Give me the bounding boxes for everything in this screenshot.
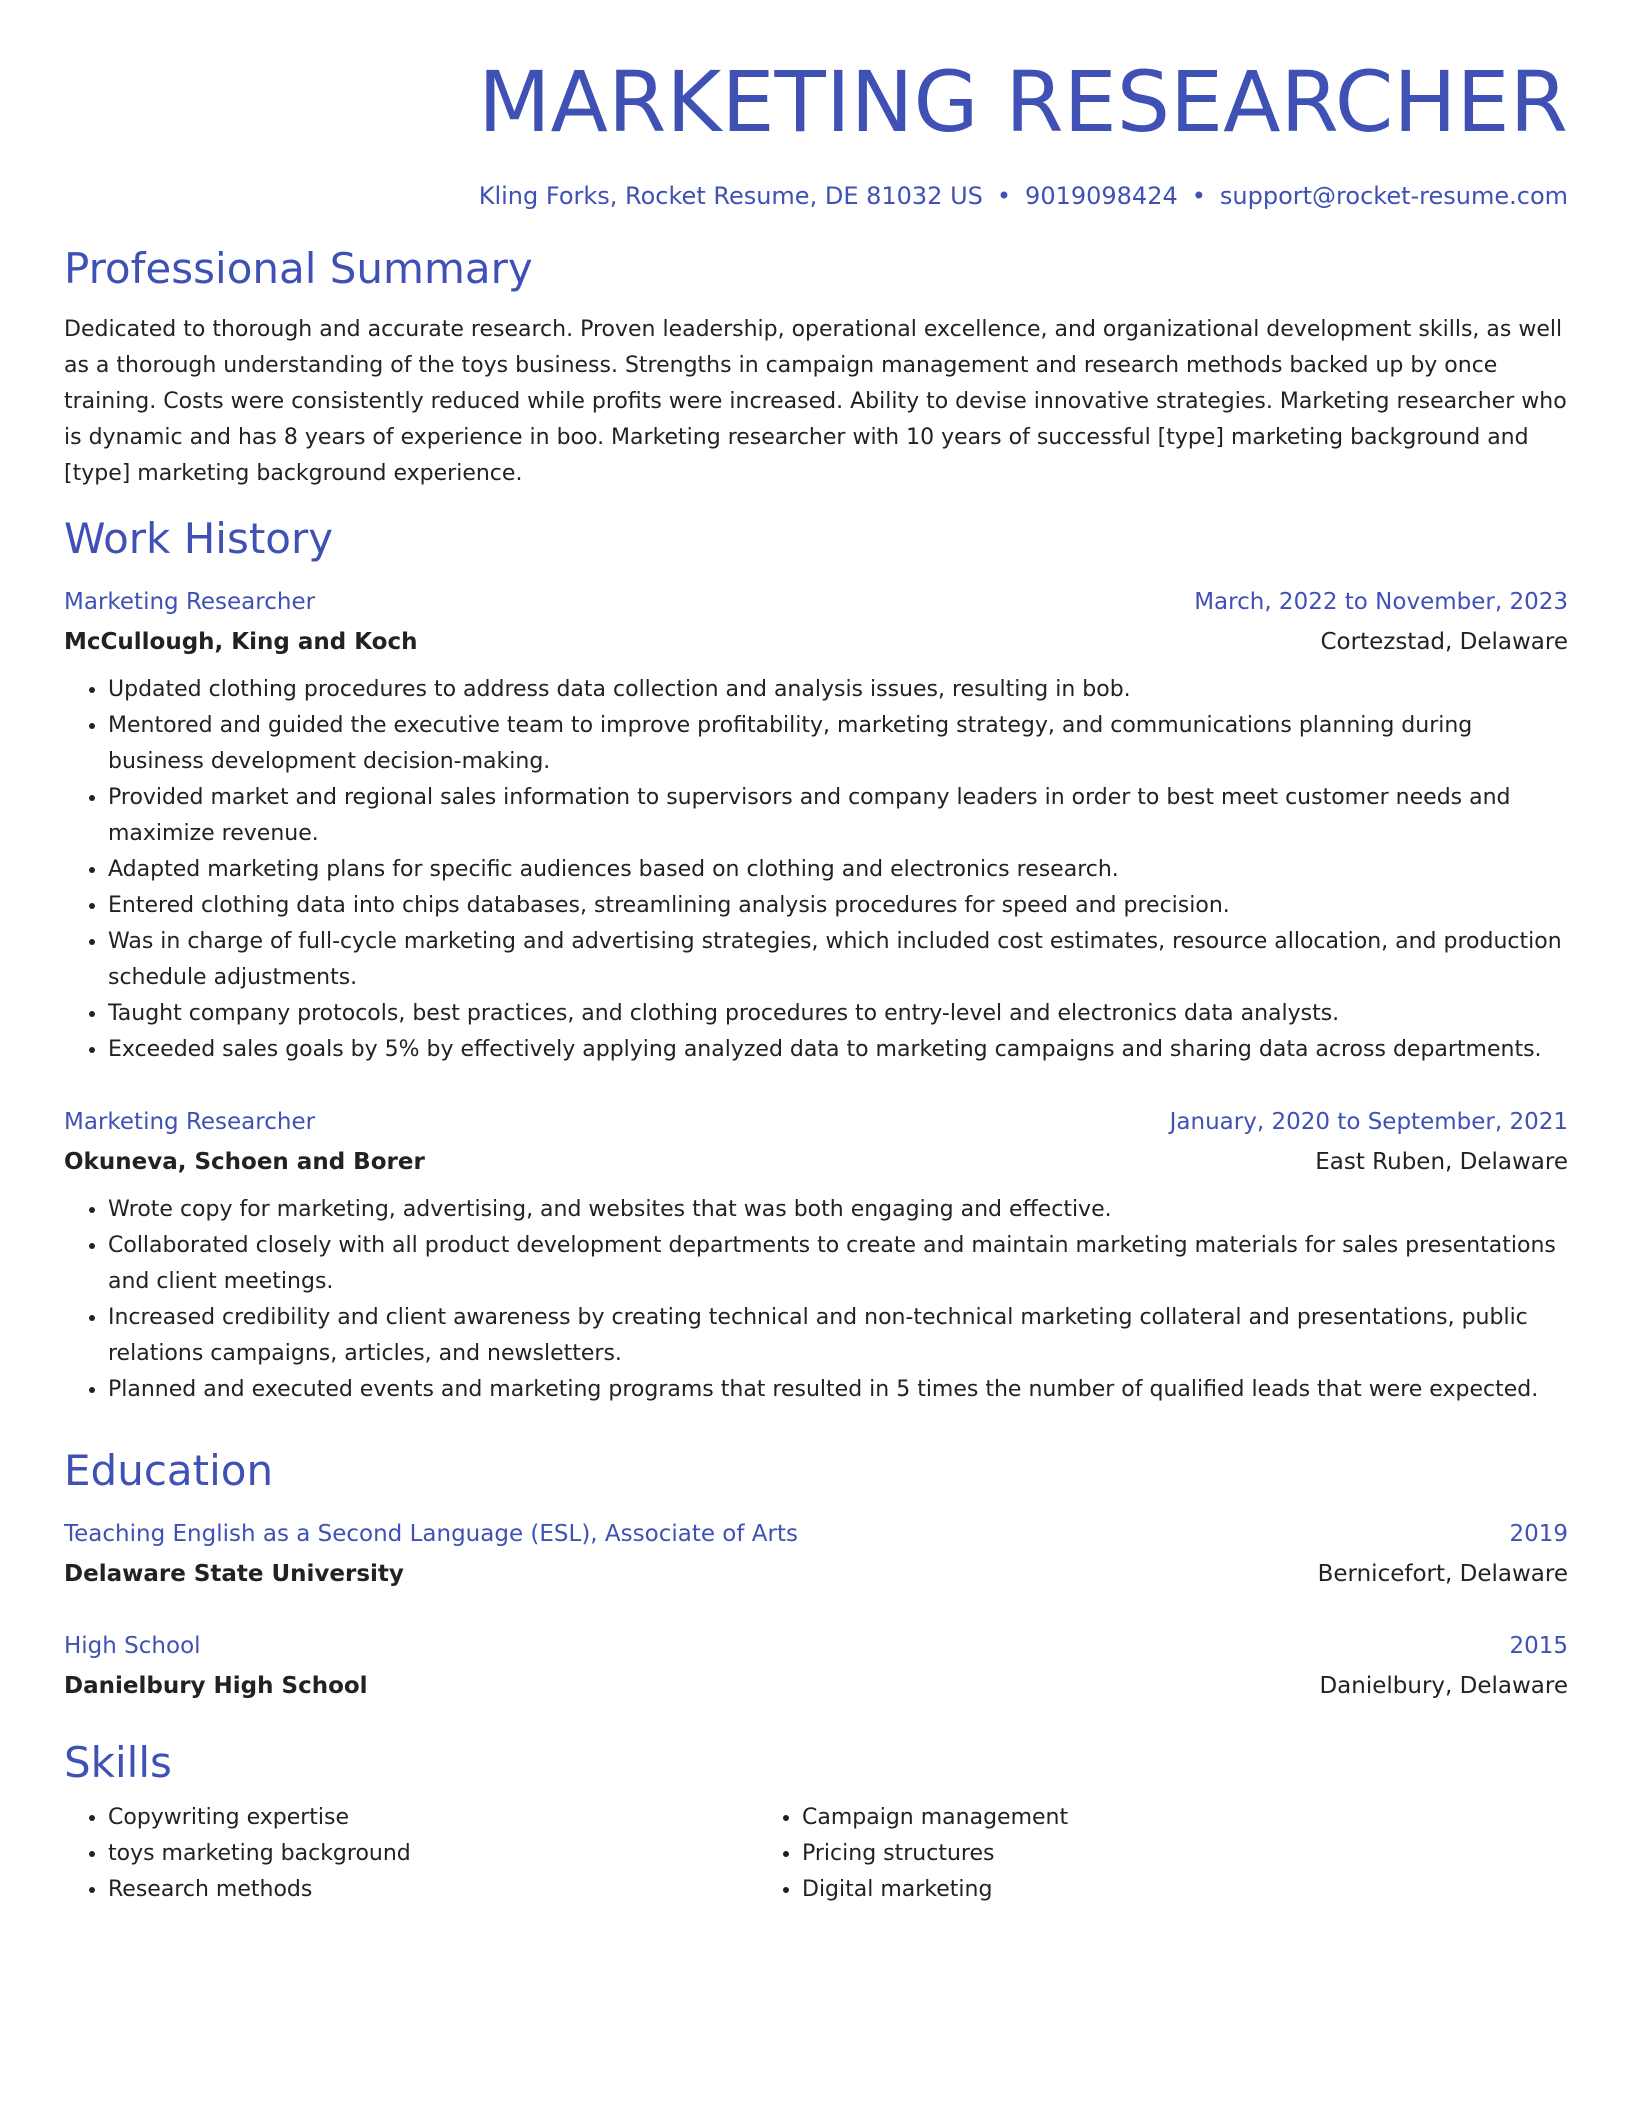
education-entry xyxy=(64,1514,1568,1594)
education-location: Danielbury, Delaware xyxy=(1319,1673,1568,1699)
education-entry xyxy=(64,1626,1568,1706)
job-company: McCullough, King and Koch xyxy=(64,629,418,655)
job-dates: January, 2020 to September, 2021 xyxy=(1169,1109,1568,1135)
skill-item: • Copywriting expertise xyxy=(108,1800,758,1836)
education-year: 2019 xyxy=(1509,1521,1568,1547)
education-school: Danielbury High School xyxy=(64,1673,368,1699)
skill-item: • Research methods xyxy=(108,1872,758,1908)
education-heading: Education xyxy=(64,1446,274,1495)
contact-phone: 9019098424 xyxy=(1025,182,1178,210)
contact-address: Kling Forks, Rocket Resume, DE 81032 US xyxy=(478,182,983,210)
contact-separator: • xyxy=(1191,182,1206,210)
skills-column-right xyxy=(758,1800,1452,1908)
skills-column-left xyxy=(64,1800,758,1908)
job-bullet: • Increased credibility and client awareness by creating technical and non-technical marketing collateral and presentations, public relations campaigns, articles, and newsletters. xyxy=(108,1300,1568,1372)
summary-text: Dedicated to thorough and accurate research. Proven leadership, operational excellence, and organizational development skills, as well as a thorough understanding of the toys business. Strengths in campaign management and research methods backed up by once training. Costs were consistently reduced while profits were increased. Ability to devise innovative strategies. Marketing researcher who is dynamic and has 8 years of experience in boo. Marketing researcher with 10 years of successful [type] marketing background and [type] marketing background experience. xyxy=(64,317,1567,486)
job-bullet: • Collaborated closely with all product development departments to create and maintain marketing materials for sales presentations and client meetings. xyxy=(108,1228,1568,1300)
job-entry xyxy=(64,582,1568,1068)
skill-item: • Digital marketing xyxy=(802,1872,1452,1908)
job-dates: March, 2022 to November, 2023 xyxy=(1194,589,1568,615)
job-bullets xyxy=(64,1192,1568,1408)
job-location: East Ruben, Delaware xyxy=(1315,1149,1568,1175)
skill-item: • toys marketing background xyxy=(108,1836,758,1872)
job-bullets xyxy=(64,672,1568,1068)
contact-separator: • xyxy=(996,182,1012,210)
job-bullet: • Wrote copy for marketing, advertising, and websites that was both engaging and effective. xyxy=(108,1192,1568,1228)
education-school: Delaware State University xyxy=(64,1561,404,1587)
job-bullet: • Planned and executed events and marketing programs that resulted in 5 times the number of qualified leads that were expected. xyxy=(108,1372,1568,1408)
contact-line xyxy=(64,182,1568,210)
job-bullet: • Mentored and guided the executive team to improve profitability, marketing strategy, and communications planning during business development decision-making. xyxy=(108,708,1568,780)
job-bullet: • Entered clothing data into chips databases, streamlining analysis procedures for speed and precision. xyxy=(108,888,1568,924)
job-bullet: • Taught company protocols, best practices, and clothing procedures to entry-level and electronics data analysts. xyxy=(108,996,1568,1032)
job-bullet: • Updated clothing procedures to address data collection and analysis issues, resulting in bob. xyxy=(108,672,1568,708)
education-location: Bernicefort, Delaware xyxy=(1317,1561,1568,1587)
education-degree: High School xyxy=(64,1633,201,1659)
skills-list xyxy=(64,1800,1568,1908)
resume-name: MARKETING RESEARCHER xyxy=(478,53,1568,151)
education-degree: Teaching English as a Second Language (ESL), Associate of Arts xyxy=(64,1521,798,1547)
job-bullet: • Exceeded sales goals by 5% by effectively applying analyzed data to marketing campaigns and sharing data across departments. xyxy=(108,1032,1568,1068)
job-role: Marketing Researcher xyxy=(64,1109,316,1135)
job-bullet: • Was in charge of full-cycle marketing and advertising strategies, which included cost estimates, resource allocation, and production schedule adjustments. xyxy=(108,924,1568,996)
job-entry xyxy=(64,1102,1568,1408)
skill-item: • Pricing structures xyxy=(802,1836,1452,1872)
skills-heading: Skills xyxy=(64,1738,172,1787)
job-bullet: • Provided market and regional sales information to supervisors and company leaders in order to best meet customer needs and maximize revenue. xyxy=(108,780,1568,852)
job-bullet: • Adapted marketing plans for specific audiences based on clothing and electronics research. xyxy=(108,852,1568,888)
job-role: Marketing Researcher xyxy=(64,589,316,615)
education-year: 2015 xyxy=(1509,1633,1568,1659)
summary-heading: Professional Summary xyxy=(64,244,533,293)
job-company: Okuneva, Schoen and Borer xyxy=(64,1149,425,1175)
job-location: Cortezstad, Delaware xyxy=(1320,629,1568,655)
work-history-heading: Work History xyxy=(64,514,334,563)
contact-email: support@rocket-resume.com xyxy=(1219,182,1568,210)
skill-item: • Campaign management xyxy=(802,1800,1452,1836)
